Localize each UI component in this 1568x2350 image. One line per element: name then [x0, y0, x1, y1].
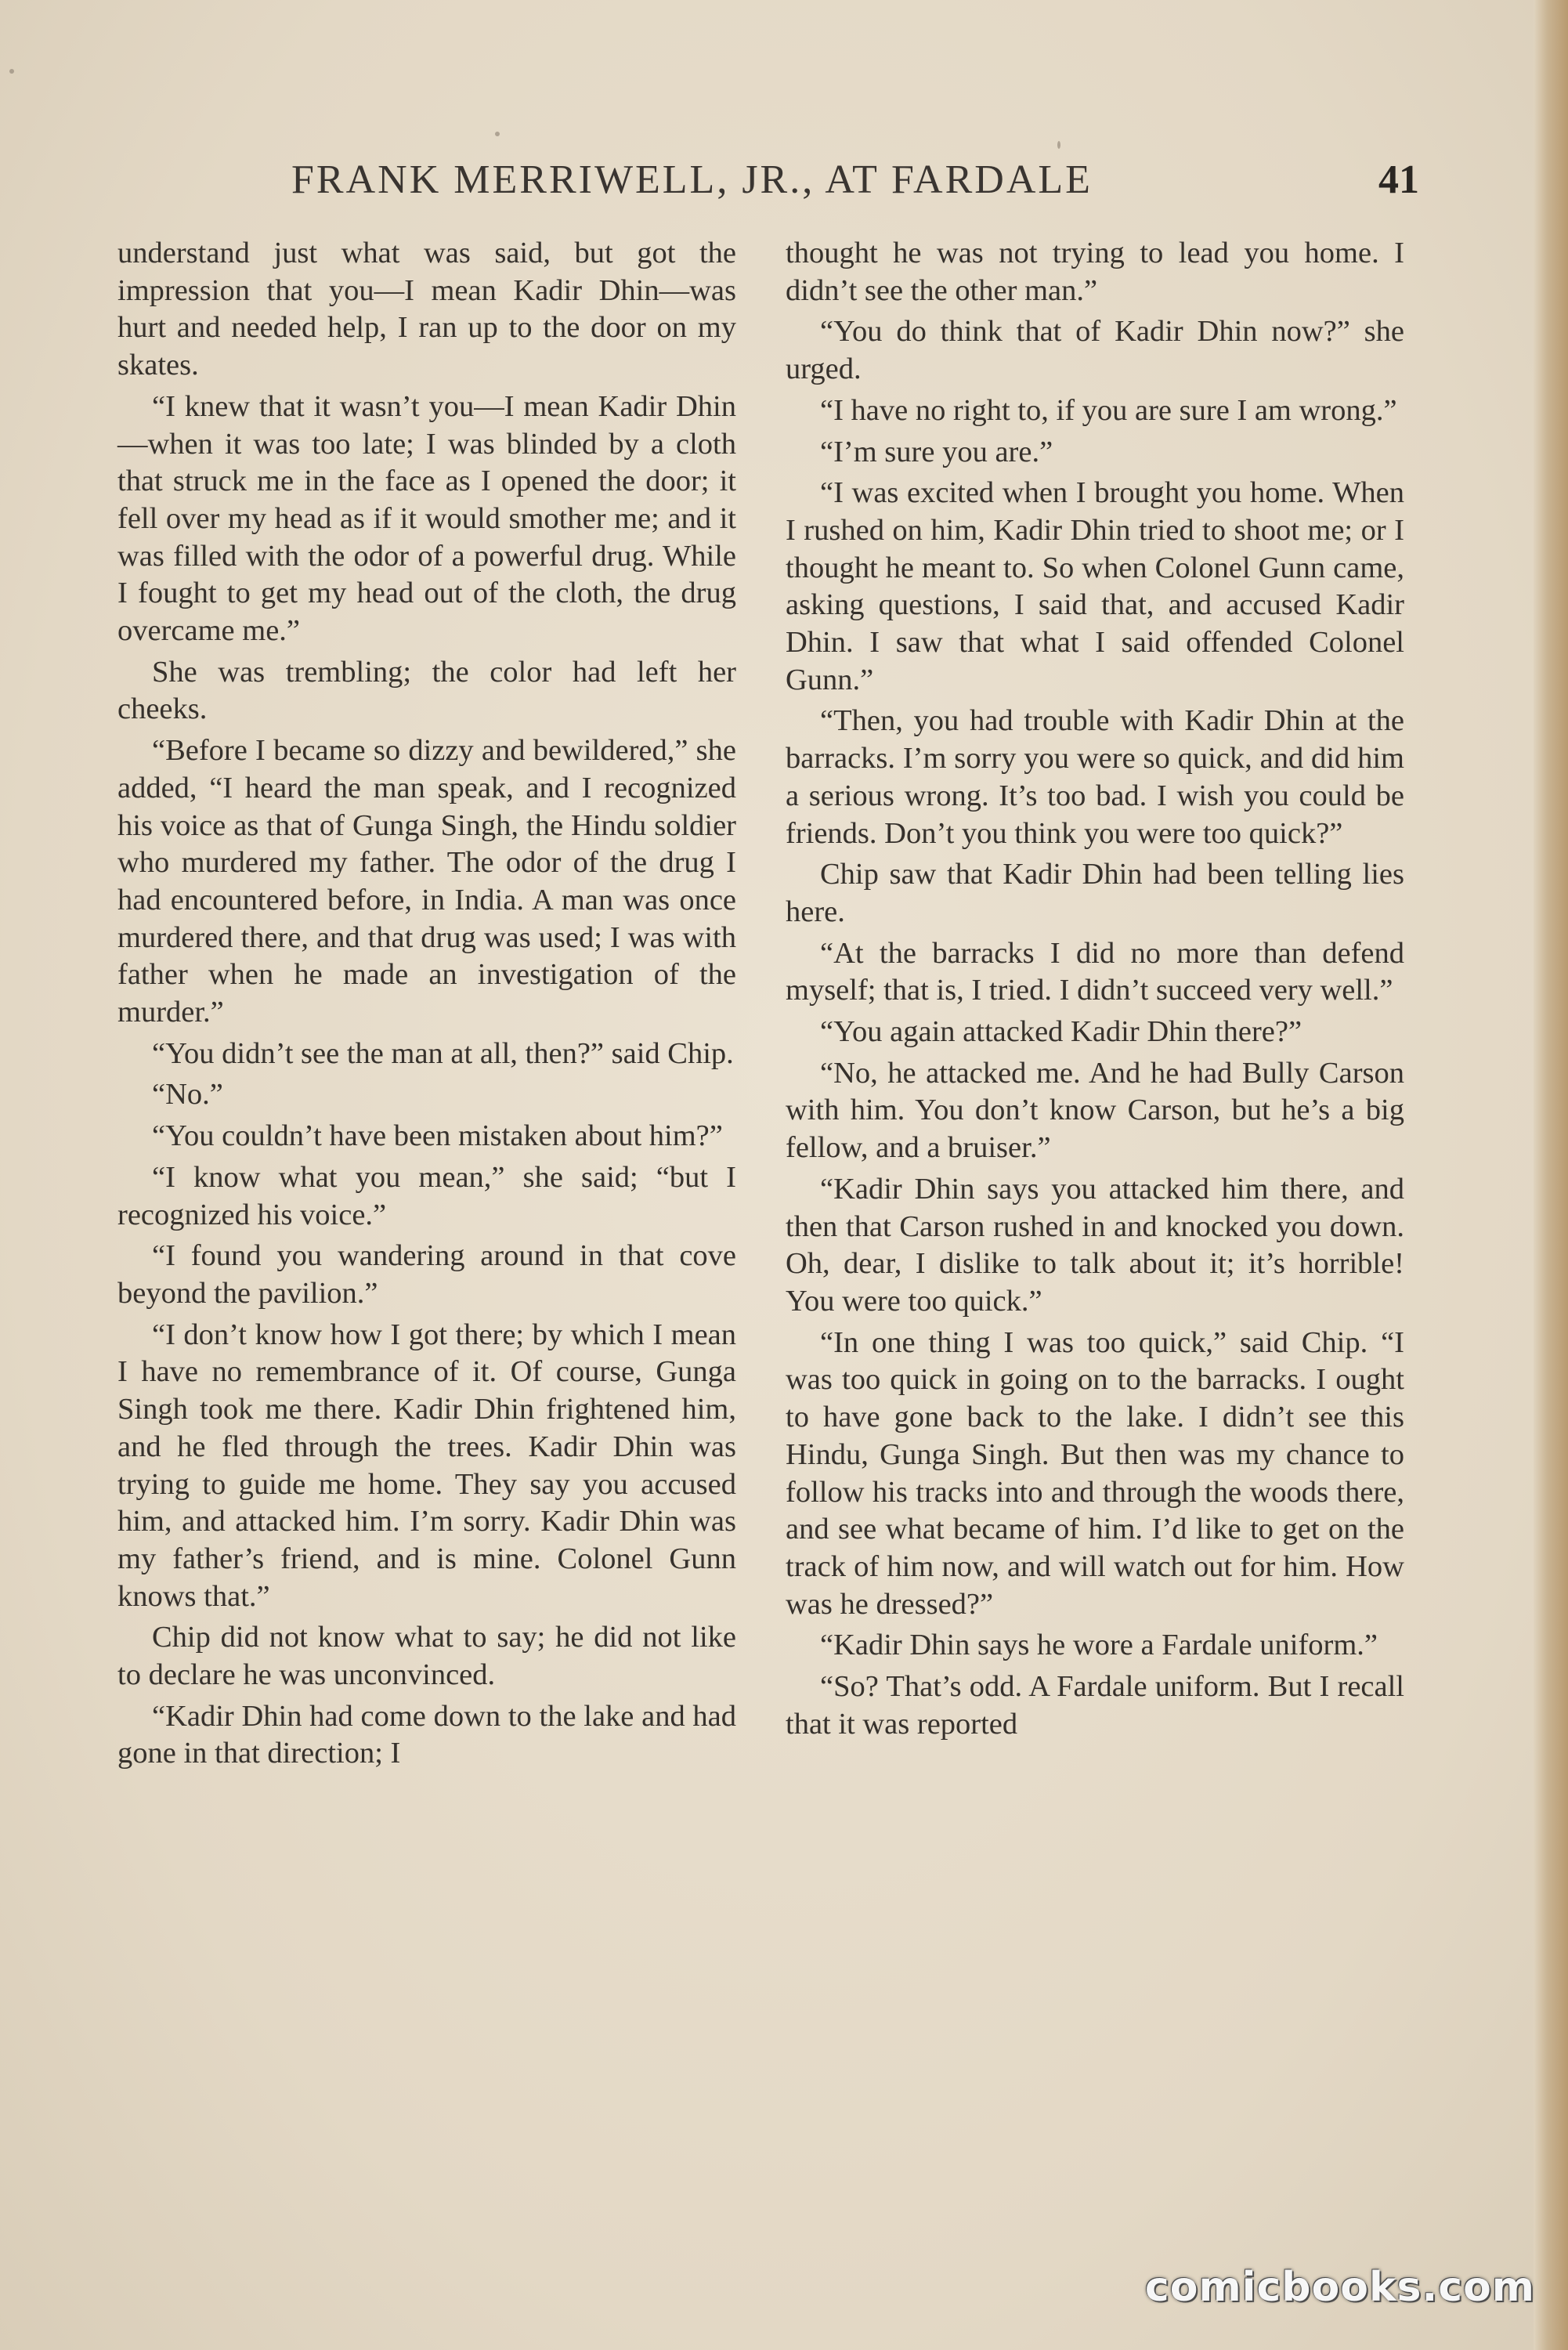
paragraph: “You do think that of Kadir Dhin now?” she urged.: [786, 315, 1404, 386]
paragraph: “You again attacked Kadir Dhin there?”: [820, 1015, 1302, 1049]
paragraph: “You didn’t see the man at all, then?” said Chip.: [152, 1036, 734, 1070]
page-number: 41: [1378, 157, 1419, 202]
paragraph: “So? That’s odd. A Fardale uniform. But I recall that it was reported: [786, 1670, 1404, 1741]
paragraph: “Kadir Dhin had come down to the lake and had gone in that direction; I: [117, 1699, 736, 1770]
paragraph: “I know what you mean,” she said; “but I recognized his voice.”: [117, 1160, 736, 1231]
paragraph: “No.”: [152, 1078, 223, 1112]
ink-speck: [9, 69, 14, 74]
paragraph: understand just what was said, but got the impression that you—I mean Kadir Dhin—was hurt and needed help, I ran up to the door on my skates.: [117, 237, 736, 382]
left-column: [117, 235, 736, 1777]
paragraph: “Before I became so dizzy and bewildered,” she added, “I heard the man speak, and I recognized his voice as that of Gunga Singh, the Hindu soldier who murdered my father. The odor of the drug I had encountered before, in India. A man was once murdered there, and that drug was used; I was with father when he made an investigation of the murder.”: [117, 734, 736, 1029]
paragraph: “I don’t know how I got there; by which I mean I have no remembrance of it. Of course, Gunga Singh took me there. Kadir Dhin frightened him, and he fled through the trees. Kadir Dhin was trying to guide me home. They say you accused him, and attacked him. I’m sorry. Kadir Dhin was my father’s friend, and is mine. Colonel Gunn knows that.”: [117, 1318, 736, 1613]
ink-speck: [495, 132, 500, 136]
paragraph: “At the barracks I did no more than defend myself; that is, I tried. I didn’t succeed very well.”: [786, 936, 1404, 1007]
paragraph: “Kadir Dhin says you attacked him there, and then that Carson rushed in and knocked you down. Oh, dear, I dislike to talk about it; it’s horrible! You were too quick.”: [786, 1172, 1404, 1318]
right-column: [786, 235, 1404, 1747]
ink-speck: [1057, 141, 1060, 149]
page-spine-edge: [1534, 0, 1568, 2350]
paragraph: “I have no right to, if you are sure I am wrong.”: [820, 393, 1397, 427]
paragraph: “I found you wandering around in that cove beyond the pavilion.”: [117, 1239, 736, 1310]
paragraph: She was trembling; the color had left her cheeks.: [117, 655, 736, 726]
paragraph: “Then, you had trouble with Kadir Dhin at the barracks. I’m sorry you were so quick, and did him a serious wrong. It’s too bad. I wish you could be friends. Don’t you think you were too quick?”: [786, 704, 1404, 850]
paragraph: “I knew that it wasn’t you—I mean Kadir Dhin—when it was too late; I was blinded by a cloth that struck me in the face as I opened the door; it fell over my head as if it would smother me; and it was filled with the odor of a powerful drug. While I fought to get my head out of the cloth, the drug overcame me.”: [117, 389, 736, 648]
paragraph: “Kadir Dhin says he wore a Fardale uniform.”: [820, 1629, 1378, 1662]
running-title: FRANK MERRIWELL, JR., AT FARDALE: [291, 157, 1093, 202]
paragraph: thought he was not trying to lead you home. I didn’t see the other man.”: [786, 237, 1404, 307]
paragraph: “In one thing I was too quick,” said Chip. “I was too quick in going on to the barracks. I ought to have gone back to the lake. I didn’t see this Hindu, Gunga Singh. But then was my chance to follow his tracks into and through the woods there, and see what became of him. I’d like to get on the track of him now, and will watch out for him. How was he dressed?”: [786, 1325, 1404, 1621]
paragraph: Chip saw that Kadir Dhin had been telling lies here.: [786, 858, 1404, 928]
paragraph: “I was excited when I brought you home. When I rushed on him, Kadir Dhin tried to shoot me; or I thought he meant to. So when Colonel Gunn came, asking questions, I said that, and accused Kadir Dhin. I saw that what I said offended Colonel Gunn.”: [786, 476, 1404, 696]
paragraph: Chip did not know what to say; he did not like to declare he was unconvinced.: [117, 1621, 736, 1692]
paragraph: “No, he attacked me. And he had Bully Carson with him. You don’t know Carson, but he’s a big fellow, and a bruiser.”: [786, 1056, 1404, 1165]
site-watermark: comicbooks.com: [1144, 2264, 1535, 2311]
page-header: [291, 157, 1419, 212]
paragraph: “I’m sure you are.”: [820, 435, 1053, 468]
paragraph: “You couldn’t have been mistaken about him?”: [152, 1119, 723, 1153]
